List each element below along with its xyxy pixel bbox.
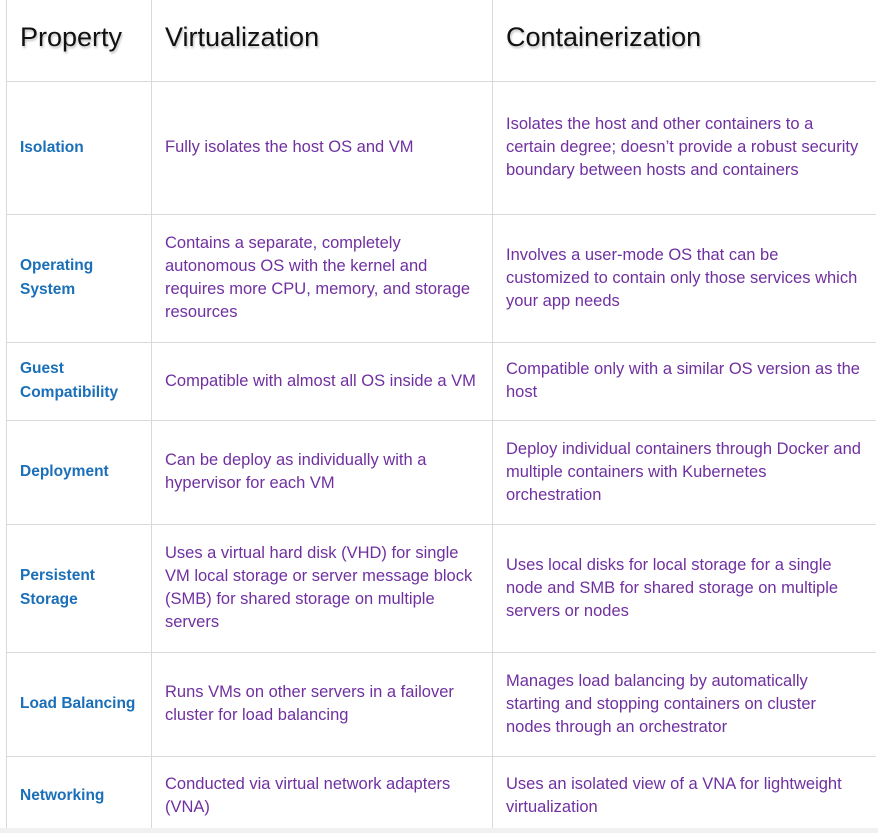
row-containerization-value: Uses local disks for local storage for a single node and SMB for shared storage on multiple servers or nodes [493,524,877,652]
row-virtualization-value: Contains a separate, completely autonomous OS with the kernel and requires more CPU, memory, and storage resources [152,214,493,342]
row-containerization-value: Uses an isolated view of a VNA for lightweight virtualization [493,756,877,828]
table-row [7,81,877,214]
row-virtualization-value: Uses a virtual hard disk (VHD) for single VM local storage or server message block (SMB) for shared storage on multiple servers [152,524,493,652]
row-property-operating-system: Operating System [7,214,152,342]
row-virtualization-value: Conducted via virtual network adapters (VNA) [152,756,493,828]
table-row [7,214,877,342]
comparison-table [6,0,876,828]
row-containerization-value: Involves a user-mode OS that can be customized to contain only those services which your app needs [493,214,877,342]
comparison-table-container [6,0,876,828]
row-property-guest-compatibility: Guest Compatibility [7,342,152,420]
table-row [7,420,877,524]
header-property: Property [7,0,152,81]
table-row [7,652,877,756]
row-virtualization-value: Runs VMs on other servers in a failover cluster for load balancing [152,652,493,756]
table-row [7,342,877,420]
row-virtualization-value: Compatible with almost all OS inside a VM [152,342,493,420]
header-row [7,0,877,81]
table-row [7,756,877,828]
row-property-deployment: Deployment [7,420,152,524]
row-virtualization-value: Can be deploy as individually with a hypervisor for each VM [152,420,493,524]
table-row [7,524,877,652]
row-containerization-value: Compatible only with a similar OS version as the host [493,342,877,420]
row-property-persistent-storage: Persistent Storage [7,524,152,652]
row-virtualization-value: Fully isolates the host OS and VM [152,81,493,214]
row-containerization-value: Deploy individual containers through Docker and multiple containers with Kubernetes orchestration [493,420,877,524]
row-containerization-value: Manages load balancing by automatically starting and stopping containers on cluster nodes through an orchestrator [493,652,877,756]
row-property-networking: Networking [7,756,152,828]
page-bottom-strip [0,828,878,833]
row-containerization-value: Isolates the host and other containers to a certain degree; doesn’t provide a robust security boundary between hosts and containers [493,81,877,214]
row-property-load-balancing: Load Balancing [7,652,152,756]
row-property-isolation: Isolation [7,81,152,214]
header-virtualization: Virtualization [152,0,493,81]
header-containerization: Containerization [493,0,877,81]
